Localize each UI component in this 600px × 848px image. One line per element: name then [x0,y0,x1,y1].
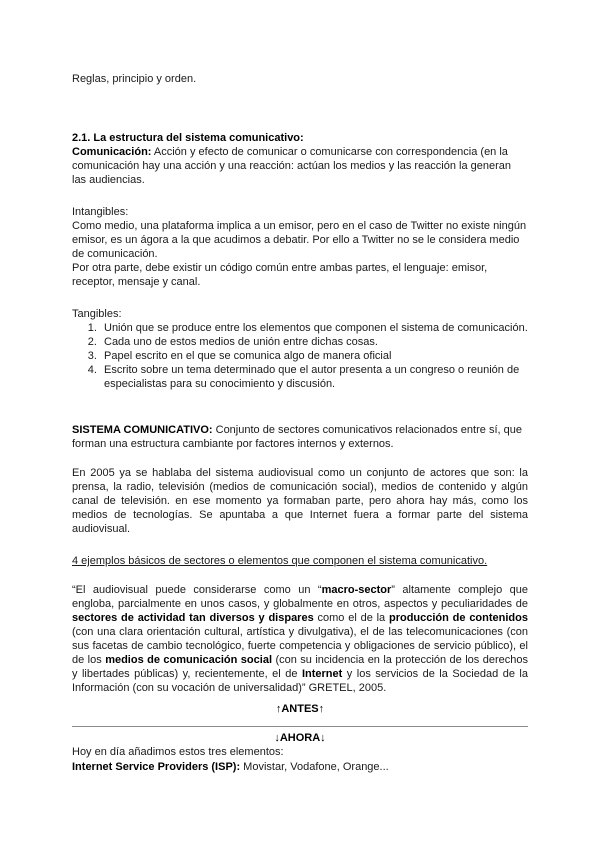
divider [72,726,528,727]
tangibles-list [72,321,528,391]
comunicacion-definition: Comunicación: Acción y efecto de comunicar o comunicarse con correspondencia (en la comunicación hay una acción y una reacción: actúan los medios y las reacción la generan las audiencias. [72,146,512,186]
sistema-definition: SISTEMA COMUNICATIVO: Conjunto de sectores comunicativos relacionados entre sí, que forman una estructura cambiante por factores internos y externos. [72,424,522,450]
intangibles-paragraph-2: Por otra parte, debe existir un código común entre ambas partes, el lenguaje: emisor, receptor, mensaje y canal. [72,262,488,288]
intangibles-label: Intangibles: [72,206,129,218]
ejemplos-heading: 4 ejemplos básicos de sectores o elementos que componen el sistema comunicativo. [72,555,488,567]
intro-line: Reglas, principio y orden. [72,73,197,85]
intangibles-paragraph-1: Como medio, una plataforma implica a un emisor, pero en el caso de Twitter no existe ningún emisor, es un ágora a la que acudimos a debatir. Por ello a Twitter no se le considera medio de comunicación. [72,220,527,260]
list-item: 3. Papel escrito en el que se comunica algo de manera oficial [100,349,528,363]
comunicacion-term: Comunicación: [72,146,152,158]
gretel-quote: “El audiovisual puede considerarse como un “macro-sector” altamente complejo que engloba, parcialmente en unos casos, y globalmente en otros, aspectos y peculiaridades de sectores de actividad tan diversos y dispares como el de la producción de contenidos (con una clara orientación cultural, artística y divulgativa), el de las telecomunicaciones (con sus facetas de cambio tecnológico, fuerte competencia y obligaciones de servicio público), el de los medios de comunicación social (con su incidencia en la protección de los derechos y libertades públicas) y, recientemente, el de Internet y los servicios de la Sociedad de la Información (con su vocación de universalidad)” GRETEL, 2005. [72,584,528,694]
intangibles-section [72,205,528,289]
list-item: 1. Unión que se produce entre los elementos que componen el sistema de comunicación. [100,321,528,335]
history-paragraph: En 2005 ya se hablaba del sistema audiovisual como un conjunto de actores que son: la prensa, la radio, televisión (medios de comunicación social), medios de contenido y algún canal de televisión. en ese momento ya formaban parte, pero ahora hay más, como los medios de tecnologías. Se apuntaba a que Internet fuera a formar parte del sistema audiovisual. [72,467,528,535]
isp-term: Internet Service Providers (ISP): [72,761,241,773]
today-line: Hoy en día añadimos estos tres elementos: [72,746,284,758]
section-2-1 [72,131,528,187]
antes-marker: ↑ANTES↑ [275,703,325,715]
isp-line: Internet Service Providers (ISP): Movistar, Vodafone, Orange... [72,761,389,773]
tangibles-section [72,307,528,391]
section-heading: 2.1. La estructura del sistema comunicativo: [72,132,304,144]
list-item: 2. Cada uno de estos medios de unión entre dichas cosas. [100,335,528,349]
list-item: 4. Escrito sobre un tema determinado que el autor presenta a un congreso o reunión de especialistas para su conocimiento y discusión. [100,363,528,391]
sistema-term: SISTEMA COMUNICATIVO: [72,424,213,436]
ahora-marker: ↓AHORA↓ [274,732,326,744]
tangibles-label: Tangibles: [72,308,122,320]
